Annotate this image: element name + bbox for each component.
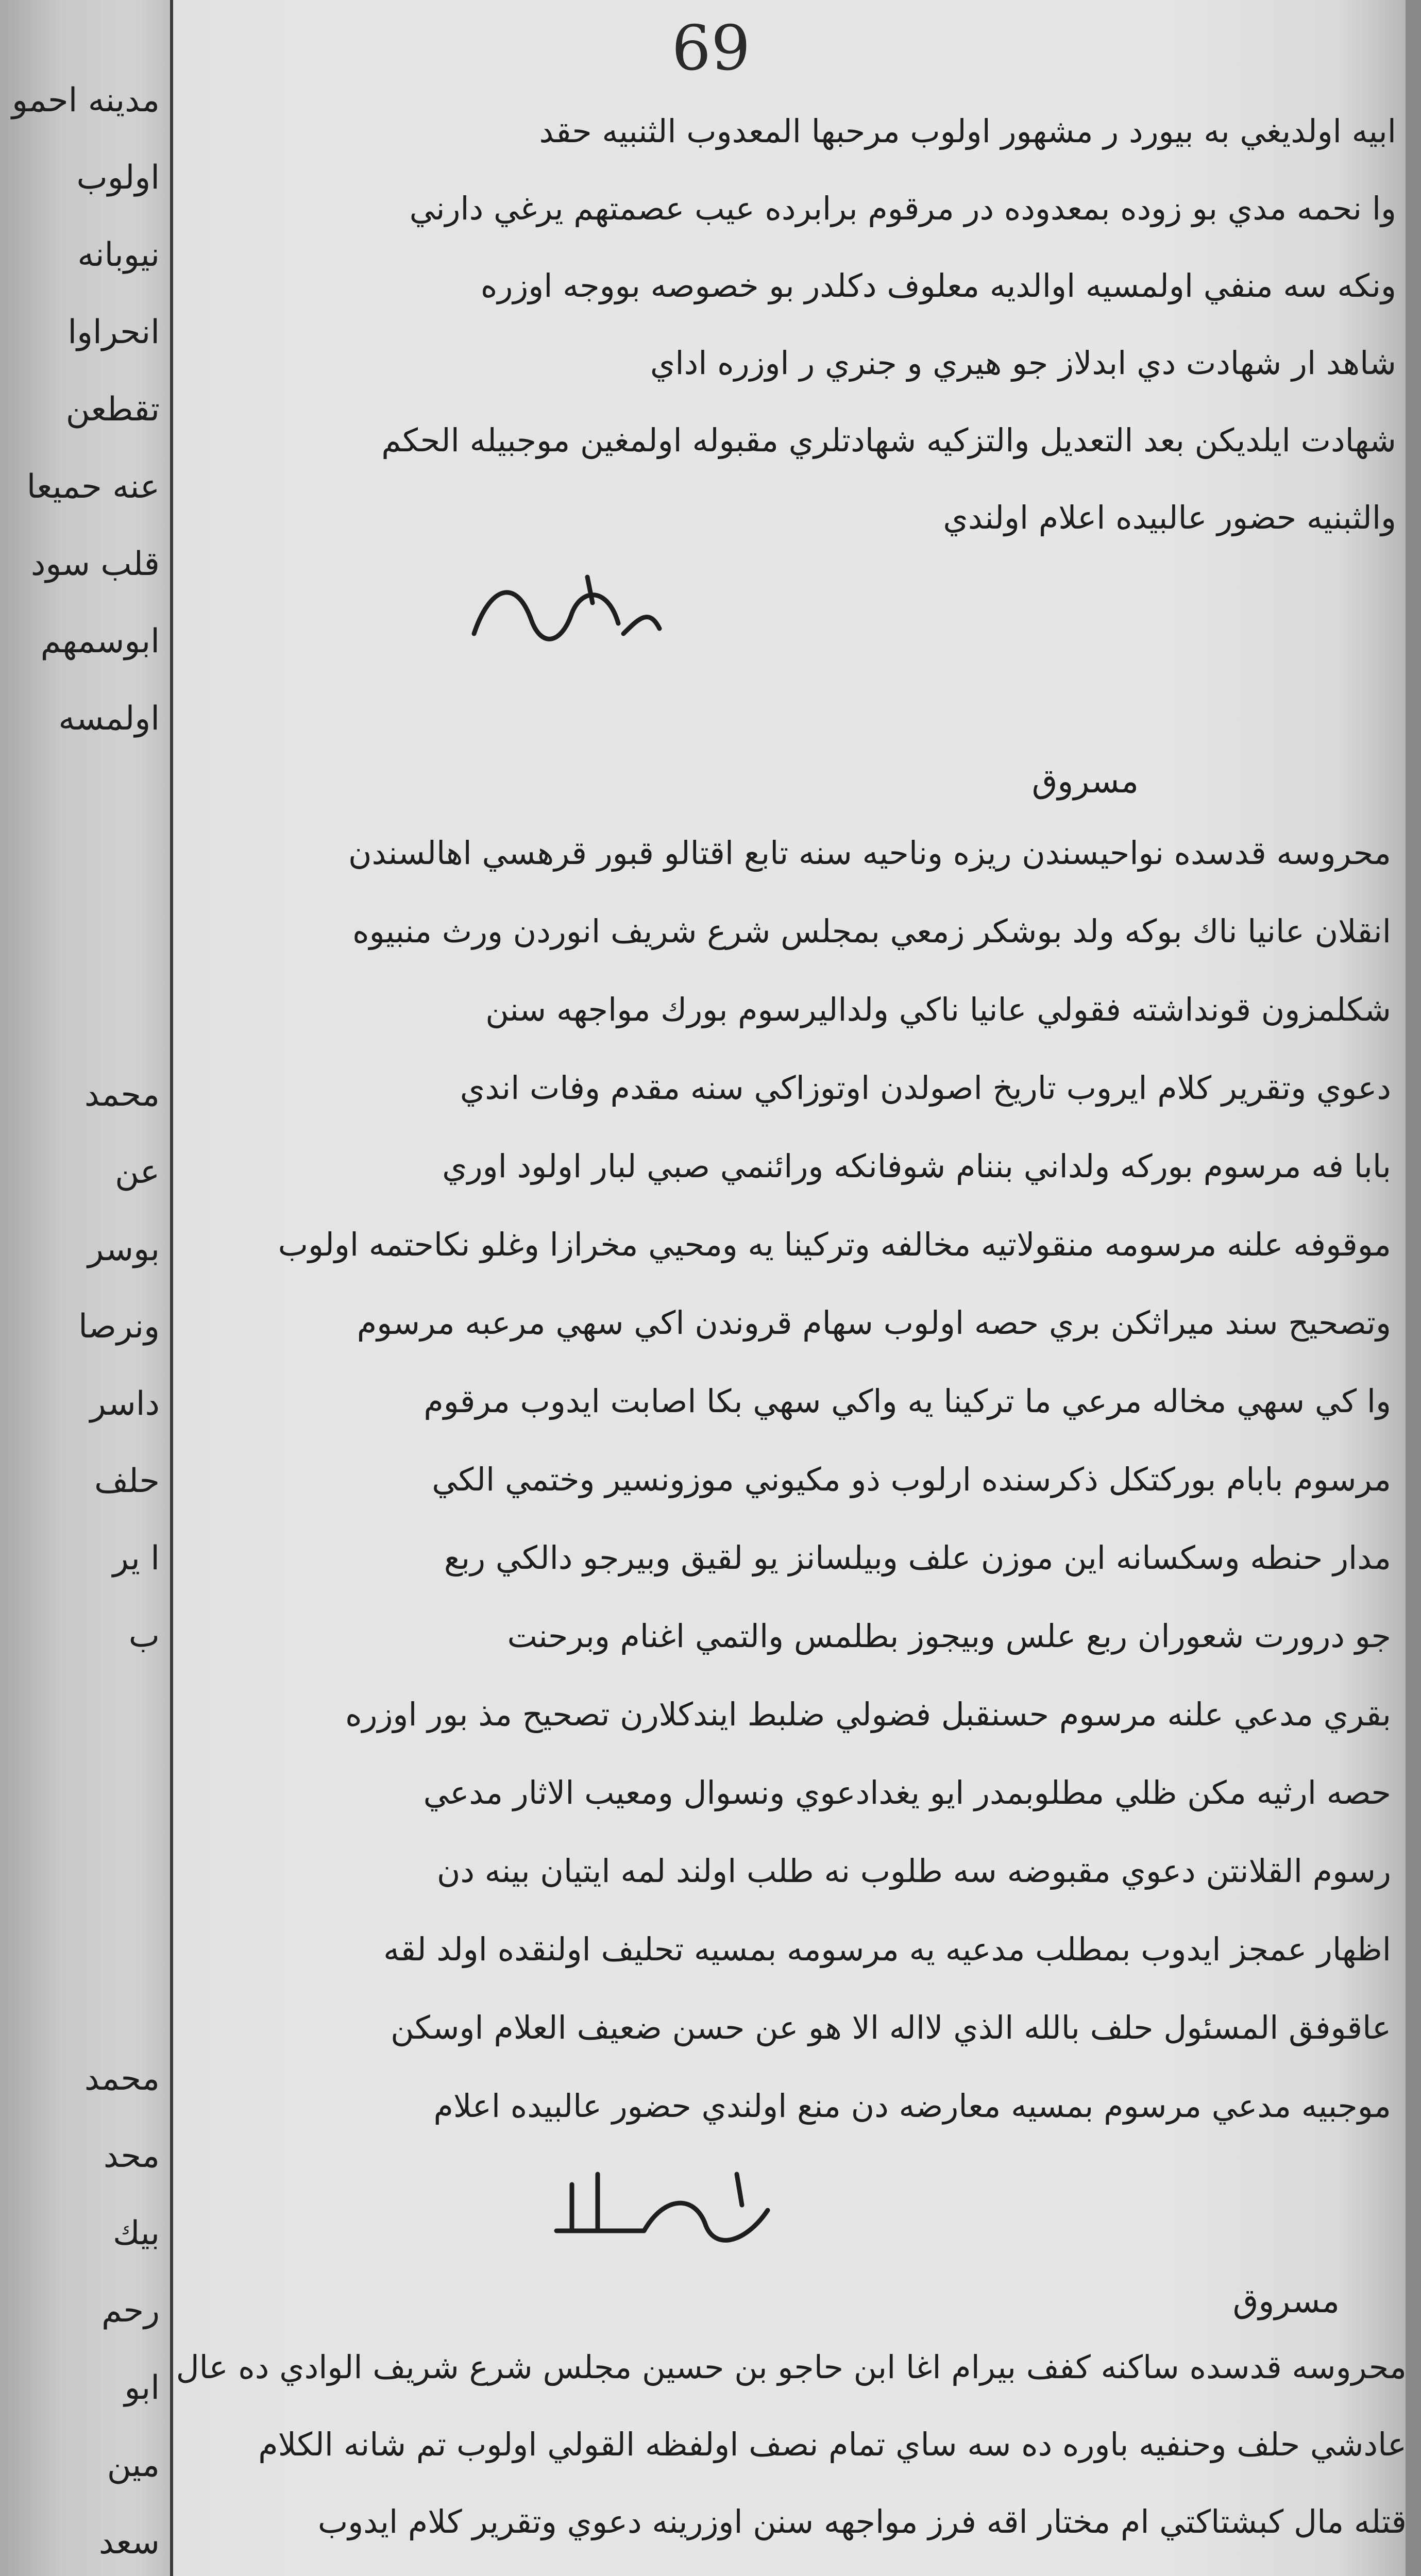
text-line: حصه ارثيه مكن ظلي مطلوبمدر ايو يغدادعوي ونسوال ومعيب الاثار مدعي: [423, 1774, 1391, 1811]
margin-stub-line: ب: [128, 1617, 160, 1655]
text-line: انقلان عانيا ناك بوكه ولد بوشكر زمعي بمجلس شرع شريف انوردن ورث منبيوه: [352, 912, 1391, 950]
margin-stub-line: نيوبانه: [77, 236, 160, 274]
margin-stub-line: قلب سود: [30, 545, 160, 583]
text-line: بابا فه مرسوم بوركه ولداني بننام شوفانكه ورائنمي صبي لبار اولود اوري: [442, 1147, 1391, 1185]
margin-stub-line: ابوسمهم: [40, 622, 160, 660]
text-line: ونكه سه منفي اولمسيه اوالديه معلوف دكلدر بو خصوصه بووجه اوزره: [480, 267, 1396, 304]
text-line: محروسه قدسده ساكنه كفف بيرام اغا ابن حاجو بن حسين مجلس شرع شريف الوادي ده عال: [176, 2348, 1407, 2386]
text-line: وا كي سهي مخاله مرعي ما تركينا يه واكي سهي بكا اصابت ايدوب مرقوم: [424, 1382, 1391, 1420]
margin-stub-line: بيك: [112, 2214, 160, 2252]
entry-1-signature: [453, 556, 670, 675]
margin-stub-line: تقطعن: [65, 391, 160, 429]
text-line: مرسوم بابام بوركتكل ذكرسنده ارلوب ذو مكيوني موزونسير وختمي الكي: [432, 1461, 1391, 1498]
entry-2-heading: مسروق: [1031, 762, 1139, 801]
margin-stub-line: عنه حميعا: [26, 468, 160, 506]
margin-stub-line: بوسر: [88, 1230, 160, 1268]
text-line: قتله مال كبشتاكتي ام مختار اقه فرز مواجهه سنن اوزرينه دعوي وتقرير كلام ايدوب: [317, 2503, 1407, 2540]
page-number: 69: [671, 13, 751, 84]
text-line: وتصحيح سند ميراثكن بري حصه اولوب سهام قروندن اكي سهي مرعبه مرسوم: [357, 1304, 1391, 1342]
margin-stub-line: انحراوا: [67, 313, 160, 351]
text-line: ابيه اولديغي به بيورد ر مشهور اولوب مرحبها المعدوب الثنبيه حقد: [539, 112, 1396, 150]
entry-2-signature: [541, 2154, 799, 2267]
margin-stub-line: محد: [103, 2137, 160, 2175]
text-line: شاهد ار شهادت دي ابدلاز جو هيري و جنري ر اوزره اداي: [650, 344, 1396, 382]
text-line: بقري مدعي علنه مرسوم حسنقبل فضولي ضلبط ايندكلارن تصحيح مذ بور اوزره: [345, 1696, 1391, 1733]
margin-stub-line: محمد: [84, 2060, 160, 2098]
text-line: مدار حنطه وسكسانه اين موزن علف وبيلسانز يو لقيق وبيرجو دالكي ربع: [444, 1539, 1391, 1577]
text-line: شهادت ايلديكن بعد التعديل والتزكيه شهادتلري مقبوله اولمغين موجبيله الحكم: [381, 421, 1396, 459]
page-edge-shadow: [1406, 0, 1421, 2576]
margin-stub-line: حلف: [94, 1462, 160, 1500]
entry-3-text: [170, 2329, 1407, 2576]
text-line: عاقوفق المسئول حلف بالله الذي لااله الا هو عن حسن ضعيف العلام اوسكن: [391, 2009, 1391, 2046]
text-line: شكلمزون قونداشته فقولي عانيا ناكي ولداليرسوم بورك مواجهه سنن: [485, 991, 1391, 1028]
margin-stub-line: رحم: [101, 2292, 160, 2330]
text-line: [170, 2561, 1407, 2576]
margin-stub-bottom: [10, 2040, 160, 2576]
text-line: محروسه قدسده نواحيسندن ريزه وناحيه سنه تابع اقتالو قبور قرهسي اهالسندن: [348, 834, 1391, 872]
entry-1-text: [185, 93, 1396, 556]
entry-2-text: [191, 814, 1391, 2145]
text-line: اظهار عمجز ايدوب بمطلب مدعيه يه مرسومه بمسيه تحليف اولنقده اولد لقه: [383, 1930, 1391, 1968]
margin-stub-line: ونرصا: [78, 1308, 160, 1346]
margin-stub-line: مين: [107, 2446, 160, 2484]
text-line: عادشي حلف وحنفيه باوره ده سه ساي تمام نصف اولفظه القولي اولوب تم شانه الكلام: [258, 2426, 1407, 2463]
text-line: دعوي وتقرير كلام ايروب تاريخ اصولدن اوتوزاكي سنه مقدم وفات اندي: [460, 1069, 1391, 1107]
margin-stub-top: [10, 62, 160, 757]
text-line: وا نحمه مدي بو زوده بمعدوده در مرقوم برابرده عيب عصمتهم يرغي دارني: [409, 190, 1396, 227]
margin-stub-line: محمد: [84, 1076, 160, 1114]
text-line: جو درورت شعوران ربع علس وبيجوز بطلمس والتمي اغنام وبرحنت: [507, 1617, 1391, 1655]
margin-stub-line: مدينه احمو: [11, 81, 160, 120]
margin-stub-line: عن: [115, 1153, 160, 1191]
margin-stub-middle: [10, 1056, 160, 1674]
text-line: موقوفه علنه مرسومه منقولاتيه مخالفه وتركينا يه ومحيي مخرازا وغلو نكاحتمه اولوب: [278, 1226, 1391, 1263]
binding-edge: [170, 0, 173, 2576]
text-line: والثبنيه حضور عالبيده اعلام اولندي: [943, 499, 1396, 536]
margin-stub-line: داسر: [90, 1385, 160, 1423]
margin-stub-line: اولوب: [76, 159, 160, 197]
entry-3-heading: مسروق: [1232, 2282, 1340, 2320]
margin-stub-line: سعد: [98, 2523, 160, 2562]
margin-stub-line: ا ير: [112, 1539, 160, 1578]
text-line: رسوم القلانتن دعوي مقبوضه سه طلوب نه طلب اولند لمه ايتيان بينه دن: [436, 1852, 1391, 1890]
margin-stub-line: ابو: [124, 2369, 160, 2407]
margin-stub-line: اولمسه: [58, 700, 160, 738]
text-line: موجبيه مدعي مرسوم بمسيه معارضه دن منع اولندي حضور عالبيده اعلام: [433, 2087, 1391, 2125]
